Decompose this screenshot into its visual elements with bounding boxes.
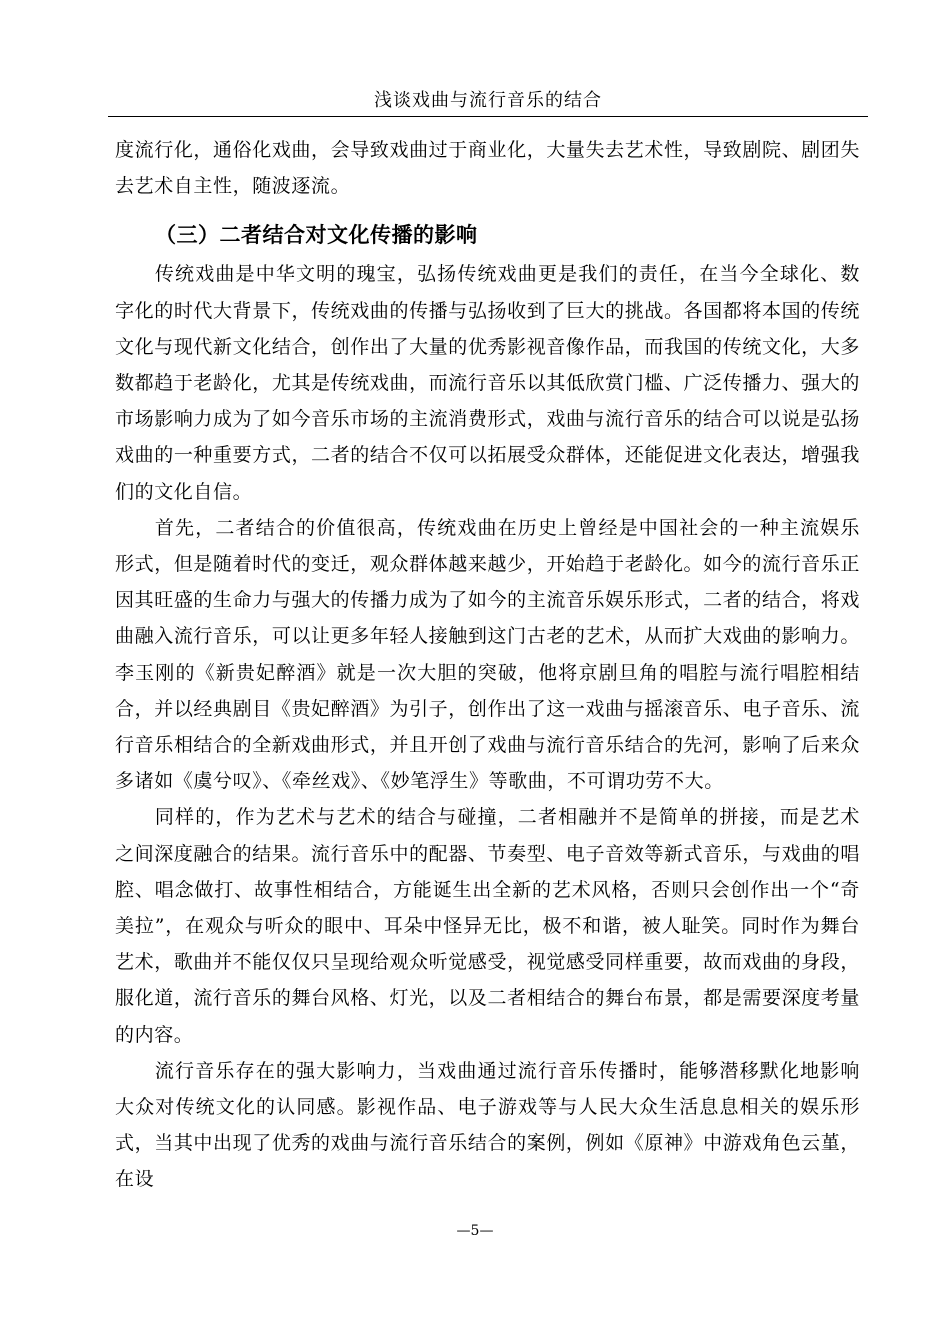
paragraph: 流行音乐存在的强大影响力，当戏曲通过流行音乐传播时，能够潜移默化地影响大众对传统文化的认同感。影视作品、电子游戏等与人民大众生活息息相关的娱乐形式，当其中出现了优秀的戏曲与流行音乐结合的案例，例如《原神》中游戏角色云堇，在设 xyxy=(115,1059,860,1191)
running-header-title: 浅谈戏曲与流行音乐的结合 xyxy=(374,90,602,111)
paragraph: 传统戏曲是中华文明的瑰宝，弘扬传统戏曲更是我们的责任，在当今全球化、数字化的时代大背景下，传统戏曲的传播与弘扬收到了巨大的挑战。各国都将本国的传统文化与现代新文化结合，创作出了大量的优秀影视音像作品，而我国的传统文化，大多数都趋于老龄化，尤其是传统戏曲，而流行音乐以其低欣赏门槛、广泛传播力、强大的市场影响力成为了如今音乐市场的主流消费形式，戏曲与流行音乐的结合可以说是弘扬戏曲的一种重要方式，二者的结合不仅可以拓展受众群体，还能促进文化表达，增强我们的文化自信。 xyxy=(115,263,860,503)
body-text xyxy=(115,132,860,1198)
section-heading: （三）二者结合对文化传播的影响 xyxy=(155,223,478,248)
page-number: —5— xyxy=(456,1223,494,1239)
paragraph: 首先，二者结合的价值很高，传统戏曲在历史上曾经是中国社会的一种主流娱乐形式，但是随着时代的变迁，观众群体越来越少，开始趋于老龄化。如今的流行音乐正因其旺盛的生命力与强大的传播力成为了如今的主流音乐娱乐形式，二者的结合，将戏曲融入流行音乐，可以让更多年轻人接触到这门古老的艺术，从而扩大戏曲的影响力。李玉刚的《新贵妃醉酒》就是一次大胆的突破，他将京剧旦角的唱腔与流行唱腔相结合，并以经典剧目《贵妃醉酒》为引子，创作出了这一戏曲与摇滚音乐、电子音乐、流行音乐相结合的全新戏曲形式，并且开创了戏曲与流行音乐结合的先河，影响了后来众多诸如《虞兮叹》、《牵丝戏》、《妙笔浮生》等歌曲，不可谓功劳不大。 xyxy=(115,516,860,793)
header-divider xyxy=(108,116,868,117)
paragraph-continued: 度流行化，通俗化戏曲，会导致戏曲过于商业化，大量失去艺术性，导致剧院、剧团失去艺术自主性，随波逐流。 xyxy=(115,139,860,198)
paragraph: 同样的，作为艺术与艺术的结合与碰撞，二者相融并不是简单的拼接，而是艺术之间深度融合的结果。流行音乐中的配器、节奏型、电子音效等新式音乐，与戏曲的唱腔、唱念做打、故事性相结合，方能诞生出全新的艺术风格，否则只会创作出一个“奇美拉”，在观众与听众的眼中、耳朵中怪异无比，极不和谐，被人耻笑。同时作为舞台艺术，歌曲并不能仅仅只呈现给观众听觉感受，视觉感受同样重要，故而戏曲的身段，服化道，流行音乐的舞台风格、灯光，以及二者相结合的舞台布景，都是需要深度考量的内容。 xyxy=(115,806,860,1046)
